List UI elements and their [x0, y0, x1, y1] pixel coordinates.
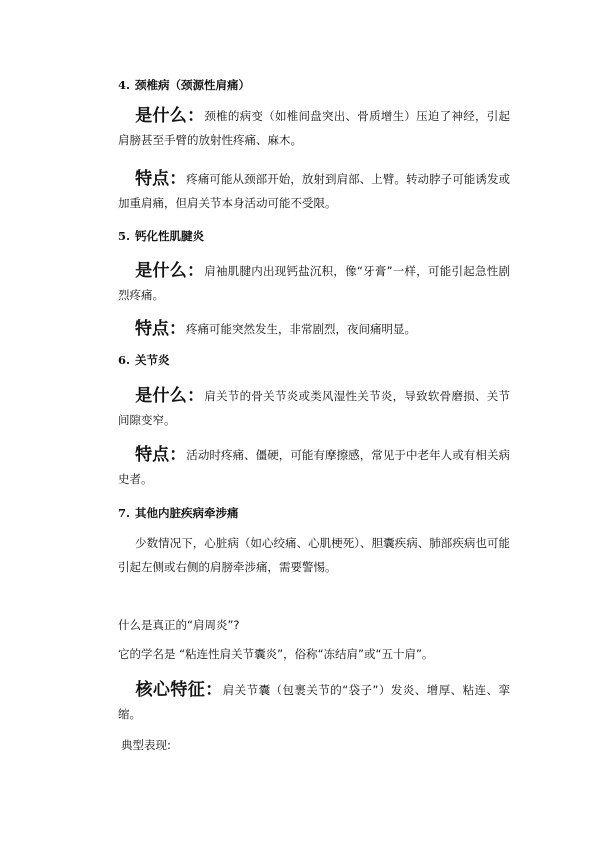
core-text: 肩关节囊（包裹关节的“袋子”）发炎、增厚、粘连、挛缩。: [118, 683, 510, 721]
feature-paragraph-5: [118, 317, 510, 341]
what-label: 是什么：: [135, 106, 205, 126]
section-title: 其他内脏疾病牵涉痛: [135, 506, 239, 520]
core-label: 核心特征：: [135, 680, 223, 700]
what-paragraph-6: [118, 384, 510, 432]
section-number: 7.: [118, 506, 131, 520]
what-paragraph-5: [118, 259, 510, 307]
section-title: 颈椎病（颈源性肩痛）: [135, 78, 251, 92]
feature-label: 特点：: [135, 169, 187, 189]
feature-paragraph-6: [118, 443, 510, 491]
what-label: 是什么：: [135, 386, 205, 406]
section-heading-6: [118, 352, 170, 368]
scientific-name-line: 它的学名是 “粘连性肩关节囊炎”，俗称“冻结肩”或“五十肩”。: [118, 647, 434, 661]
section-number: 5.: [118, 229, 131, 243]
section-number: 4.: [118, 78, 131, 92]
section-title: 关节炎: [135, 353, 170, 367]
section-heading-4: [118, 77, 250, 93]
section-heading-7: [118, 505, 239, 521]
typical-label: 典型表现:: [121, 738, 171, 752]
what-text: 肩关节的骨关节炎或类风湿性关节炎，导致软骨磨损、关节间隙变窄。: [118, 389, 511, 427]
section-title: 钙化性肌腱炎: [135, 229, 205, 243]
section-heading-5: [118, 228, 204, 244]
what-text: 肩袖肌腱内出现钙盐沉积，像“牙膏”一样，可能引起急性剧烈疼痛。: [118, 264, 511, 302]
feature-text: 疼痛可能从颈部开始，放射到肩部、上臂。转动脖子可能诱发或加重肩痛，但肩关节本身活动可能不受限。: [118, 172, 511, 210]
feature-label: 特点：: [135, 319, 186, 339]
feature-text: 活动时疼痛、僵硬，可能有摩擦感，常见于中老年人或有相关病史者。: [118, 448, 511, 486]
section-number: 6.: [118, 353, 131, 367]
feature-paragraph-4: [118, 167, 510, 215]
what-paragraph-4: [118, 104, 510, 152]
what-text: 颈椎的病变（如椎间盘突出、骨质增生）压迫了神经，引起肩膀甚至手臂的放射性疼痛、麻木。: [118, 109, 511, 147]
feature-label: 特点：: [135, 445, 187, 465]
frozen-shoulder-question: 什么是真正的“肩周炎”?: [118, 618, 240, 632]
feature-text: 疼痛可能突然发生，非常剧烈，夜间痛明显。: [186, 322, 416, 336]
body-paragraph-7: [118, 531, 510, 579]
what-label: 是什么：: [135, 261, 205, 281]
core-feature-paragraph: [118, 678, 510, 726]
body-text: 少数情况下，心脏病（如心绞痛、心肌梗死）、胆囊疾病、肺部疾病也可能引起左侧或右侧的肩膀牵涉痛，需要警惕。: [118, 536, 510, 574]
